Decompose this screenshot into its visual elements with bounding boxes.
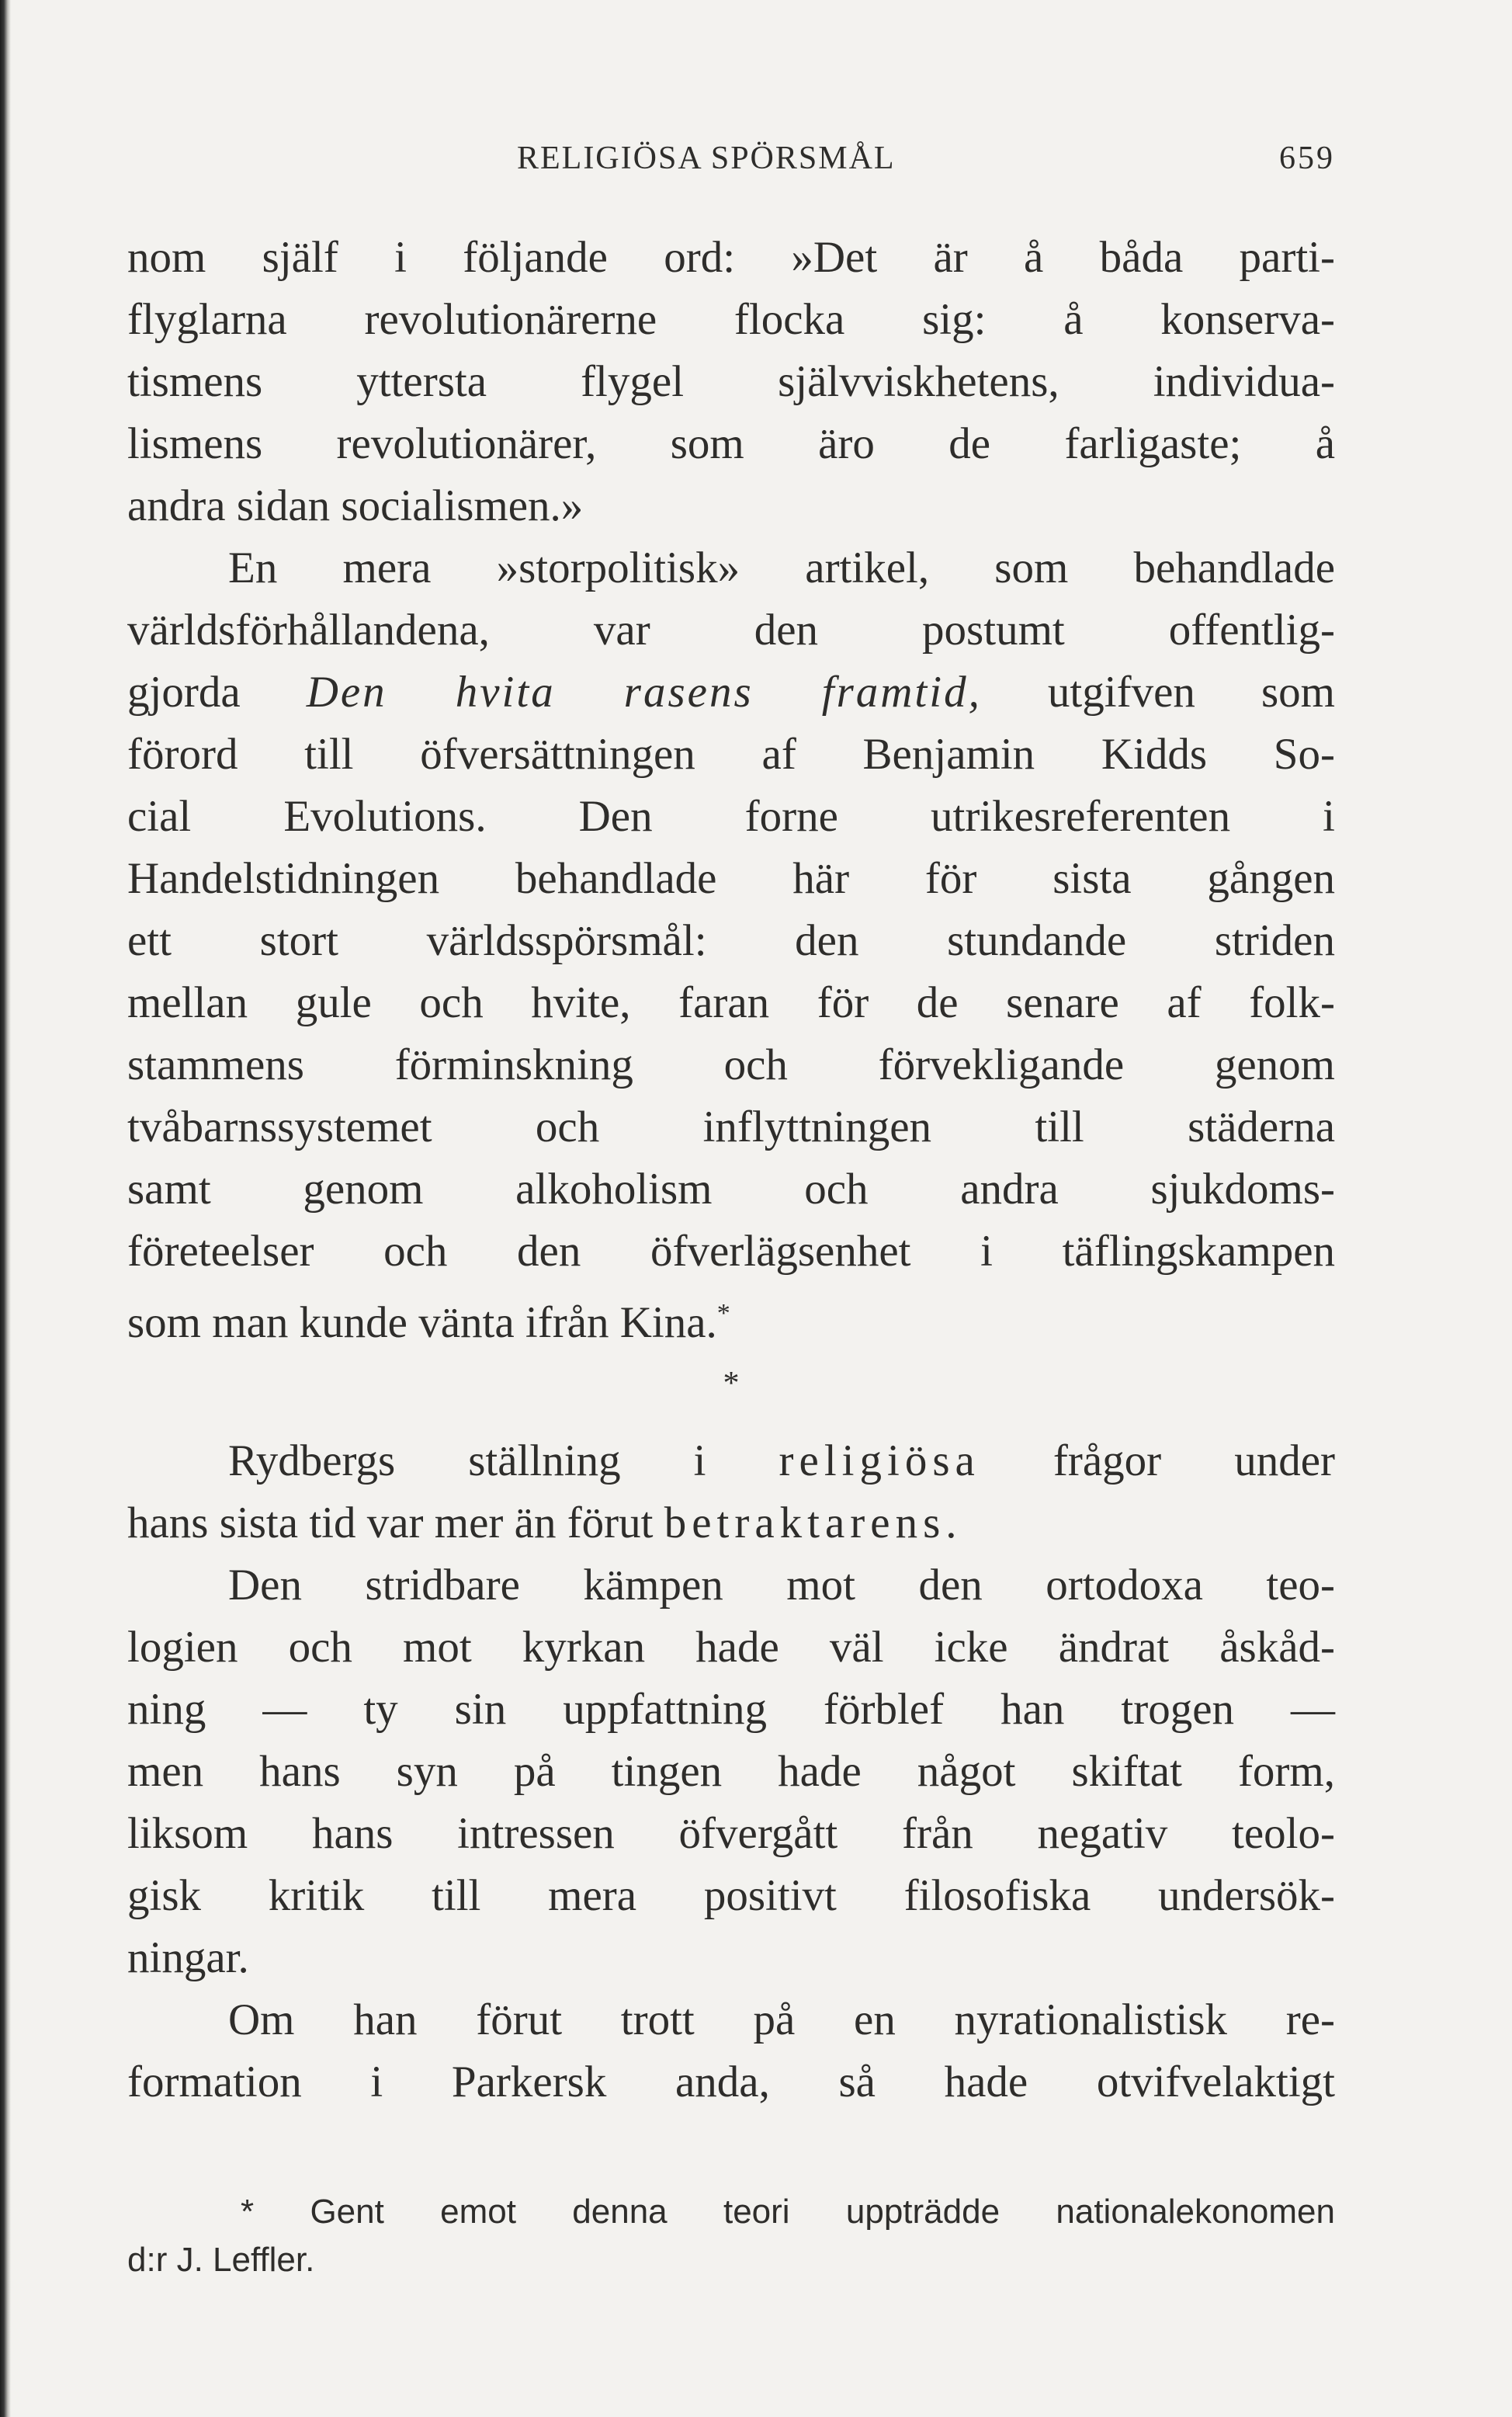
text-run: Rydbergs ställning i — [228, 1436, 779, 1485]
text-line: tvåbarnssystemet och inflyttningen till städerna — [127, 1103, 1335, 1151]
text-line — [127, 1492, 1335, 1554]
body-text — [127, 227, 1335, 2113]
footnote — [127, 2188, 1335, 2284]
footnote-marker: * — [241, 2193, 255, 2231]
text-line: lismens revolutionärer, som äro de farligaste; å — [127, 419, 1335, 468]
footnote-text: Gent emot denna teori uppträdde nationalekonomen — [310, 2193, 1335, 2231]
text-line: tismens yttersta flygel självviskhetens, individua- — [127, 357, 1335, 406]
emphasis-spaced: religiösa — [779, 1436, 980, 1485]
text-run: frågor under — [980, 1436, 1335, 1485]
text-line: men hans syn på tingen hade något skiftat form, — [127, 1747, 1335, 1796]
text-line: formation i Parkersk anda, så hade otvifvelaktigt — [127, 2058, 1335, 2106]
text-line: logien och mot kyrkan hade väl icke ändrat åskåd- — [127, 1623, 1335, 1672]
page-edge-shadow — [0, 0, 11, 2417]
footnote-marker: * — [716, 1299, 730, 1328]
text-line: ett stort världsspörsmål: den stundande striden — [127, 916, 1335, 965]
text-line: förord till öfversättningen af Benjamin Kidds So- — [127, 730, 1335, 779]
footnote-line: d:r J. Leffler. — [127, 2241, 315, 2279]
text-run: utgifven som — [981, 668, 1335, 717]
text-line: världsförhållandena, var den postumt offentlig- — [127, 606, 1335, 655]
text-line: En mera »storpolitisk» artikel, som behandlade — [228, 543, 1335, 592]
text-line — [127, 662, 1335, 724]
text-line: Handelstidningen behandlade här för sista gången — [127, 854, 1335, 903]
text-line: flyglarna revolutionärerne flocka sig: å konserva- — [127, 295, 1335, 344]
text-line: företeelser och den öfverlägsenhet i täflingskampen — [127, 1227, 1335, 1276]
text-line — [127, 1430, 1335, 1492]
text-line: mellan gule och hvite, faran för de senare af folk- — [127, 978, 1335, 1027]
text-line: nom själf i följande ord: »Det är å båda parti- — [127, 233, 1335, 282]
text-line: andra sidan socialismen.» — [127, 481, 584, 530]
text-line: liksom hans intressen öfvergått från negativ teolo- — [127, 1809, 1335, 1858]
text-line: cial Evolutions. Den forne utrikesreferenten i — [127, 792, 1335, 841]
text-line: Om han förut trott på en nyrationalistisk re- — [228, 1995, 1335, 2044]
footnote-line — [127, 2188, 1335, 2236]
emphasis-spaced: betraktarens. — [664, 1498, 962, 1547]
section-divider: * — [723, 1366, 740, 1401]
text-run: hans sista tid var mer än förut — [127, 1498, 664, 1547]
page-number: 659 — [1279, 141, 1335, 176]
text-run: gjorda — [127, 668, 307, 717]
text-line: ning — ty sin uppfattning förblef han trogen — — [127, 1685, 1335, 1734]
italic-title: Den hvita rasens framtid, — [306, 668, 982, 717]
text-line: stammens förminskning och förvekligande genom — [127, 1040, 1335, 1089]
text-line: gisk kritik till mera positivt filosofiska undersök- — [127, 1871, 1335, 1920]
text-line — [127, 1283, 1335, 1345]
text-line: samt genom alkoholism och andra sjukdoms- — [127, 1165, 1335, 1214]
text-line: ningar. — [127, 1933, 249, 1982]
text-run: som man kunde vänta ifrån Kina. — [127, 1298, 717, 1347]
running-title: RELIGIÖSA SPÖRSMÅL — [517, 141, 896, 176]
text-line: Den stridbare kämpen mot den ortodoxa teo- — [228, 1561, 1335, 1610]
running-header — [127, 140, 1335, 186]
